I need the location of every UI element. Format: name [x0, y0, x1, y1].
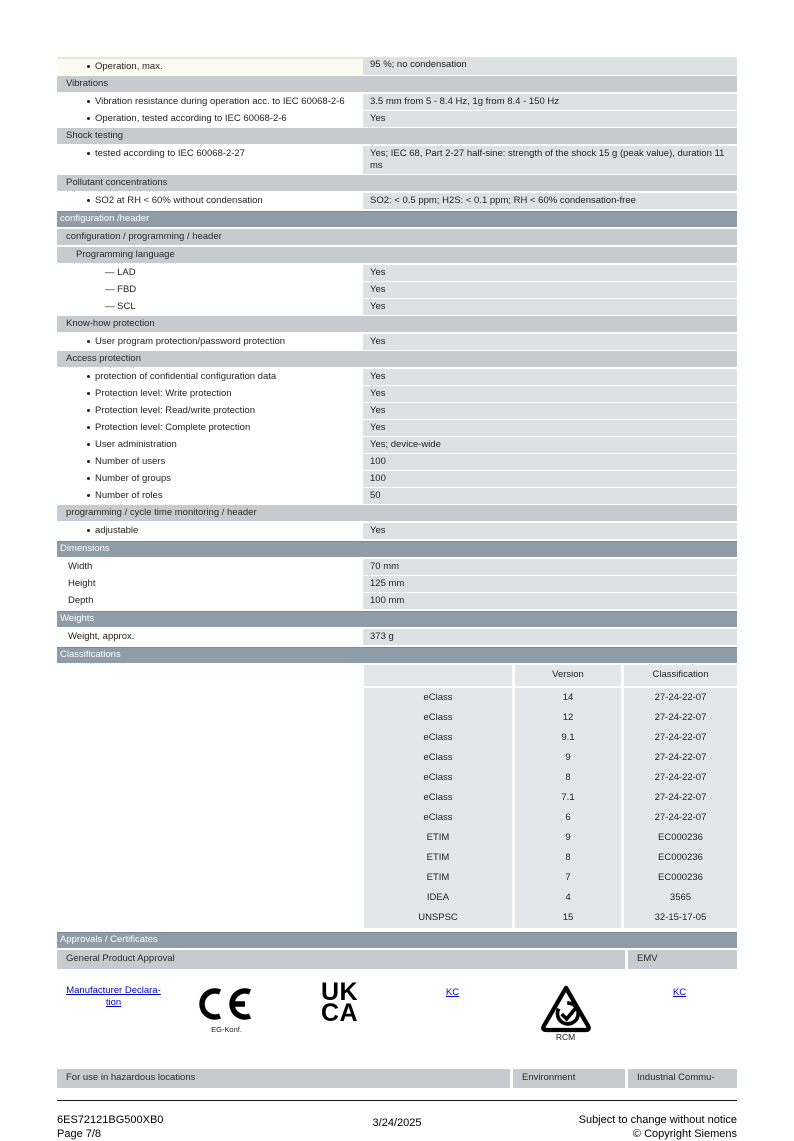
approvals-group-general: General Product Approval — [57, 950, 625, 969]
classification-code: 27-24-22-07 — [624, 728, 737, 748]
classification-name: eClass — [364, 808, 512, 828]
spec-value: 100 — [363, 454, 737, 470]
approvals-group-industrial: Industrial Commu- — [628, 1069, 737, 1088]
spec-value: 95 %; no condensation — [363, 57, 737, 75]
ukca-cell — [283, 978, 396, 1067]
classification-name: eClass — [364, 768, 512, 788]
spec-value: Yes — [363, 523, 737, 539]
section-subheader-pollutant: Pollutant concentrations — [57, 175, 737, 191]
classification-row — [364, 728, 737, 748]
spec-label: Vibration resistance during operation acc. to IEC 60068-2-6 — [57, 94, 363, 110]
approvals-group-hazardous: For use in hazardous locations — [57, 1069, 510, 1088]
datasheet-page — [57, 57, 737, 1141]
spec-label: Protection level: Read/write protection — [57, 403, 363, 419]
section-subheader-shock-testing: Shock testing — [57, 128, 737, 144]
ce-mark-icon — [198, 987, 256, 1021]
footer-divider — [57, 1100, 737, 1101]
footer-copyright: © Copyright Siemens — [632, 1128, 737, 1140]
spec-value: Yes — [363, 282, 737, 298]
spec-label: SO2 at RH < 60% without condensation — [57, 193, 363, 209]
classification-name: eClass — [364, 688, 512, 708]
classification-row — [364, 908, 737, 928]
spec-label: Number of users — [57, 454, 363, 470]
classification-version: 12 — [515, 708, 621, 728]
classification-code: 27-24-22-07 — [624, 768, 737, 788]
certificate-logos-row — [57, 969, 737, 1067]
classification-row — [364, 688, 737, 708]
classification-name: UNSPSC — [364, 908, 512, 928]
spec-label: User administration — [57, 437, 363, 453]
classification-version: 15 — [515, 908, 621, 928]
table-row — [57, 386, 737, 402]
classification-version: 6 — [515, 808, 621, 828]
table-row — [57, 146, 737, 174]
spec-label: protection of confidential configuration data — [57, 369, 363, 385]
table-row — [57, 420, 737, 436]
classification-name: eClass — [364, 708, 512, 728]
manufacturer-declaration-line1: Manufacturer Declara- — [66, 985, 161, 996]
classification-code: EC000236 — [624, 868, 737, 888]
page-footer — [57, 1113, 737, 1141]
classification-version: 7 — [515, 868, 621, 888]
table-row — [57, 282, 737, 298]
spec-label: Weight, approx. — [57, 629, 363, 645]
table-row — [57, 94, 737, 110]
section-header-dimensions: Dimensions — [57, 541, 737, 557]
footer-notice: Subject to change without notice — [578, 1114, 737, 1126]
classification-row — [364, 748, 737, 768]
spec-value: Yes — [363, 403, 737, 419]
ce-caption: EG-Konf. — [211, 1025, 242, 1034]
section-header-approvals: Approvals / Certificates — [57, 932, 737, 948]
classification-row — [364, 708, 737, 728]
classification-code: 27-24-22-07 — [624, 688, 737, 708]
classification-row — [364, 768, 737, 788]
classification-code: 27-24-22-07 — [624, 708, 737, 728]
table-row — [57, 334, 737, 350]
classification-name: eClass — [364, 748, 512, 768]
spec-value: Yes — [363, 265, 737, 281]
table-row — [57, 193, 737, 209]
approvals-bottom-row — [57, 1069, 737, 1088]
spec-value: 3.5 mm from 5 - 8.4 Hz, 1g from 8.4 - 150 Hz — [363, 94, 737, 110]
classification-code: 27-24-22-07 — [624, 808, 737, 828]
spec-label: Protection level: Write protection — [57, 386, 363, 402]
spec-value: Yes — [363, 386, 737, 402]
classification-name: ETIM — [364, 868, 512, 888]
spec-label: Operation, tested according to IEC 60068-2-6 — [57, 111, 363, 127]
spec-value: Yes — [363, 369, 737, 385]
section-header-weights: Weights — [57, 611, 737, 627]
spec-value: Yes — [363, 334, 737, 350]
kc-cell-general — [396, 981, 509, 1067]
spec-label: Depth — [57, 593, 363, 609]
rcm-mark-icon — [535, 983, 597, 1033]
manufacturer-declaration-line2: tion — [105, 997, 122, 1008]
approvals-header-row — [57, 950, 737, 969]
spec-label: tested according to IEC 60068-2-27 — [57, 146, 363, 174]
ce-cell — [170, 981, 283, 1067]
section-subheader-config-programming: configuration / programming / header — [57, 229, 737, 245]
spec-label: — SCL — [57, 299, 363, 315]
spec-label: User program protection/password protection — [57, 334, 363, 350]
ukca-line1: UK — [320, 978, 359, 1006]
rcm-caption: RCM — [555, 1032, 576, 1042]
section-header-configuration: configuration /header — [57, 211, 737, 227]
classification-header-version: Version — [515, 665, 621, 686]
table-row — [57, 471, 737, 487]
table-row — [57, 437, 737, 453]
classification-code: 27-24-22-07 — [624, 788, 737, 808]
table-row — [57, 369, 737, 385]
manufacturer-declaration-cell — [57, 981, 170, 1067]
footer-date: 3/24/2025 — [372, 1117, 422, 1129]
manufacturer-declaration-link[interactable] — [66, 985, 161, 1009]
spec-label: Number of groups — [57, 471, 363, 487]
ukca-mark-icon — [283, 978, 396, 1028]
table-row — [57, 57, 737, 75]
classification-name: eClass — [364, 788, 512, 808]
approvals-group-environment: Environment — [513, 1069, 625, 1088]
section-subheader-cycle-time: programming / cycle time monitoring / header — [57, 505, 737, 521]
section-subheader-knowhow-protection: Know-how protection — [57, 316, 737, 332]
spec-label: — FBD — [57, 282, 363, 298]
classification-table — [364, 665, 737, 928]
spec-value: Yes; IEC 68, Part 2-27 half-sine: strength of the shock 15 g (peak value), duration 11 ms — [363, 146, 737, 174]
classification-row — [364, 808, 737, 828]
kc-link-emv[interactable]: KC — [672, 987, 687, 998]
page-number: Page 7/8 — [57, 1128, 102, 1140]
classification-row — [364, 828, 737, 848]
classification-row — [364, 868, 737, 888]
spec-label: Number of roles — [57, 488, 363, 504]
classification-version: 14 — [515, 688, 621, 708]
classification-name: eClass — [364, 728, 512, 748]
table-row — [57, 111, 737, 127]
classification-code: 3565 — [624, 888, 737, 908]
table-row — [57, 523, 737, 539]
table-row — [57, 559, 737, 575]
approvals-group-emv: EMV — [628, 950, 737, 969]
table-row — [57, 629, 737, 645]
classification-header-name — [364, 665, 512, 686]
classification-version: 9.1 — [515, 728, 621, 748]
table-row — [57, 488, 737, 504]
section-header-classifications: Classifications — [57, 647, 737, 663]
classification-row — [364, 888, 737, 908]
rcm-cell — [509, 981, 622, 1067]
table-row — [57, 265, 737, 281]
kc-cell-emv — [622, 981, 737, 1067]
classification-row — [364, 848, 737, 868]
section-group-programming-language: Programming language — [57, 247, 737, 263]
spec-label: Operation, max. — [57, 57, 363, 75]
classification-row — [364, 788, 737, 808]
spec-value: SO2: < 0.5 ppm; H2S: < 0.1 ppm; RH < 60% condensation-free — [363, 193, 737, 209]
section-subheader-vibrations: Vibrations — [57, 76, 737, 92]
classification-version: 9 — [515, 748, 621, 768]
table-row — [57, 593, 737, 609]
classification-code: 27-24-22-07 — [624, 748, 737, 768]
table-row — [57, 454, 737, 470]
spec-value: 70 mm — [363, 559, 737, 575]
spec-value: 373 g — [363, 629, 737, 645]
spec-value: 50 — [363, 488, 737, 504]
spec-label: Height — [57, 576, 363, 592]
spec-value: 100 mm — [363, 593, 737, 609]
kc-link-general[interactable]: KC — [445, 987, 460, 998]
classification-version: 9 — [515, 828, 621, 848]
classification-code: 32-15-17-05 — [624, 908, 737, 928]
section-subheader-access-protection: Access protection — [57, 351, 737, 367]
table-row — [57, 576, 737, 592]
classification-version: 8 — [515, 848, 621, 868]
classification-code: EC000236 — [624, 828, 737, 848]
table-row — [57, 299, 737, 315]
classification-name: ETIM — [364, 848, 512, 868]
spec-label: — LAD — [57, 265, 363, 281]
ukca-line2: CA — [320, 999, 359, 1028]
table-row — [57, 403, 737, 419]
spec-value: Yes — [363, 420, 737, 436]
spec-label: Protection level: Complete protection — [57, 420, 363, 436]
classification-name: IDEA — [364, 888, 512, 908]
classification-code: EC000236 — [624, 848, 737, 868]
classification-name: ETIM — [364, 828, 512, 848]
spec-value: Yes — [363, 111, 737, 127]
classification-version: 4 — [515, 888, 621, 908]
spec-value: Yes; device-wide — [363, 437, 737, 453]
spec-label: Width — [57, 559, 363, 575]
spec-value: 100 — [363, 471, 737, 487]
spec-value: Yes — [363, 299, 737, 315]
spec-value: 125 mm — [363, 576, 737, 592]
classification-version: 7.1 — [515, 788, 621, 808]
classification-header-classification: Classification — [624, 665, 737, 686]
product-id: 6ES72121BG500XB0 — [57, 1114, 164, 1126]
spec-label: adjustable — [57, 523, 363, 539]
classification-header-row — [364, 665, 737, 686]
classification-version: 8 — [515, 768, 621, 788]
